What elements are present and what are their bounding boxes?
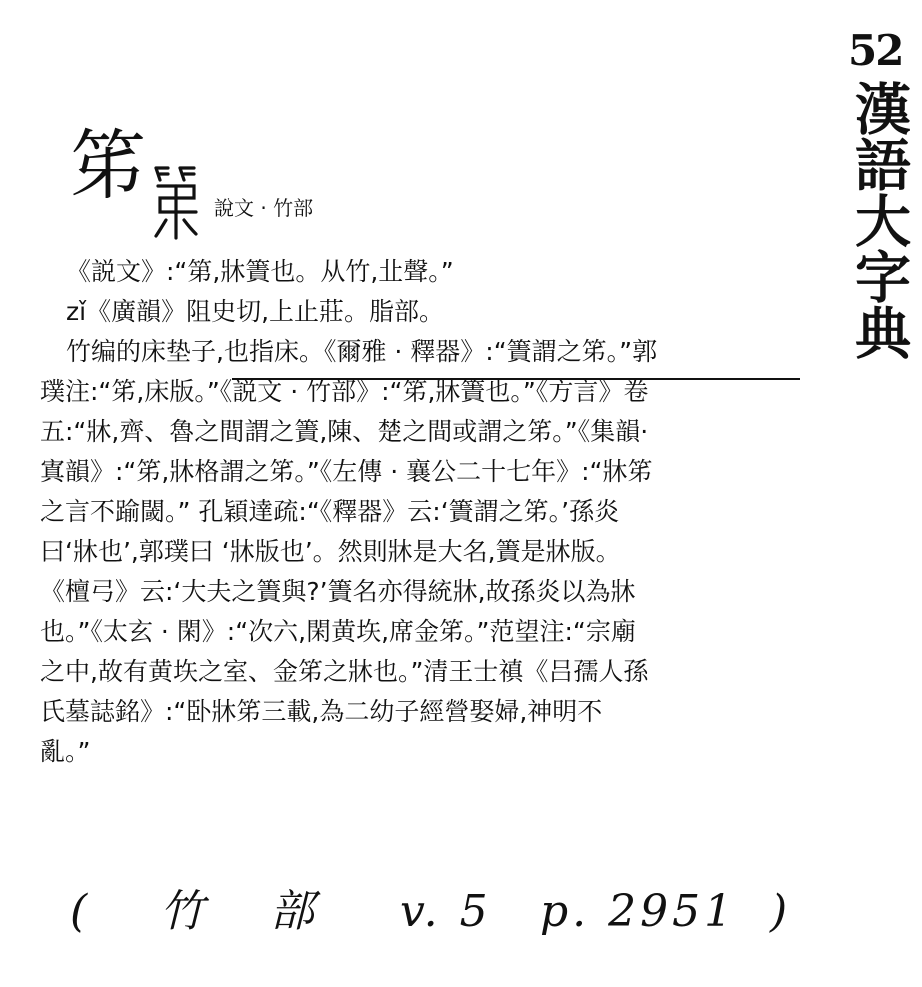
- text-line-13: 亂。”: [40, 737, 91, 766]
- entry-body: [40, 252, 810, 772]
- dictionary-title: 漢語大字典: [846, 80, 912, 360]
- text-line-2: zǐ《廣韻》阻史切,上止莊。脂部。: [66, 297, 445, 326]
- note-part-2: 部: [270, 886, 318, 937]
- note-part-1: 竹: [160, 886, 208, 937]
- source-label: 說文 · 竹部: [214, 196, 314, 220]
- text-line-9: 《檀弓》云:‘大夫之簀與?’簀名亦得統牀,故孫炎以為牀: [40, 577, 636, 606]
- headword: 笫: [70, 121, 146, 210]
- note-page: p. 2951: [540, 886, 737, 937]
- volume-number: 52: [848, 26, 903, 75]
- note-close-paren: ): [770, 886, 792, 937]
- handwritten-note: [70, 880, 810, 950]
- text-line-1: 《説文》:“第,牀簀也。从竹,㐀聲。”: [66, 257, 454, 286]
- text-line-8: 曰‘牀也’,郭璞曰 ‘牀版也’。然則牀是大名,簀是牀版。: [40, 537, 621, 566]
- text-line-10: 也。”《太玄 · 閑》:“次六,閑黄垁,席金笫。”范望注:“宗廟: [40, 617, 636, 646]
- text-line-7: 之言不踰閾。” 孔穎達疏:“《釋器》云:‘簀謂之笫。’孫炎: [40, 497, 620, 526]
- note-open-paren: (: [70, 886, 92, 937]
- text-line-3: 竹编的床垫子,也指床。《爾雅 · 釋器》:“簀謂之笫。”郭: [66, 337, 658, 366]
- text-line-6: 寘韻》:“笫,牀格謂之笫。”《左傳 · 襄公二十七年》:“牀笫: [40, 457, 653, 486]
- text-line-4: 璞注:“笫,床版。”《説文 · 竹部》:“笫,牀簀也。”《方言》卷: [40, 377, 649, 406]
- note-volume: v. 5: [400, 886, 492, 937]
- seal-script-glyph: [150, 162, 202, 242]
- text-line-11: 之中,故有黄垁之室、金笫之牀也。”清王士禛《吕孺人孫: [40, 657, 649, 686]
- text-line-12: 氏墓誌銘》:“卧牀笫三載,為二幼子經營娶婦,神明不: [40, 697, 603, 726]
- text-line-5: 五:“牀,齊、魯之間謂之簀,陳、楚之間或謂之笫。”《集韻·: [40, 417, 649, 446]
